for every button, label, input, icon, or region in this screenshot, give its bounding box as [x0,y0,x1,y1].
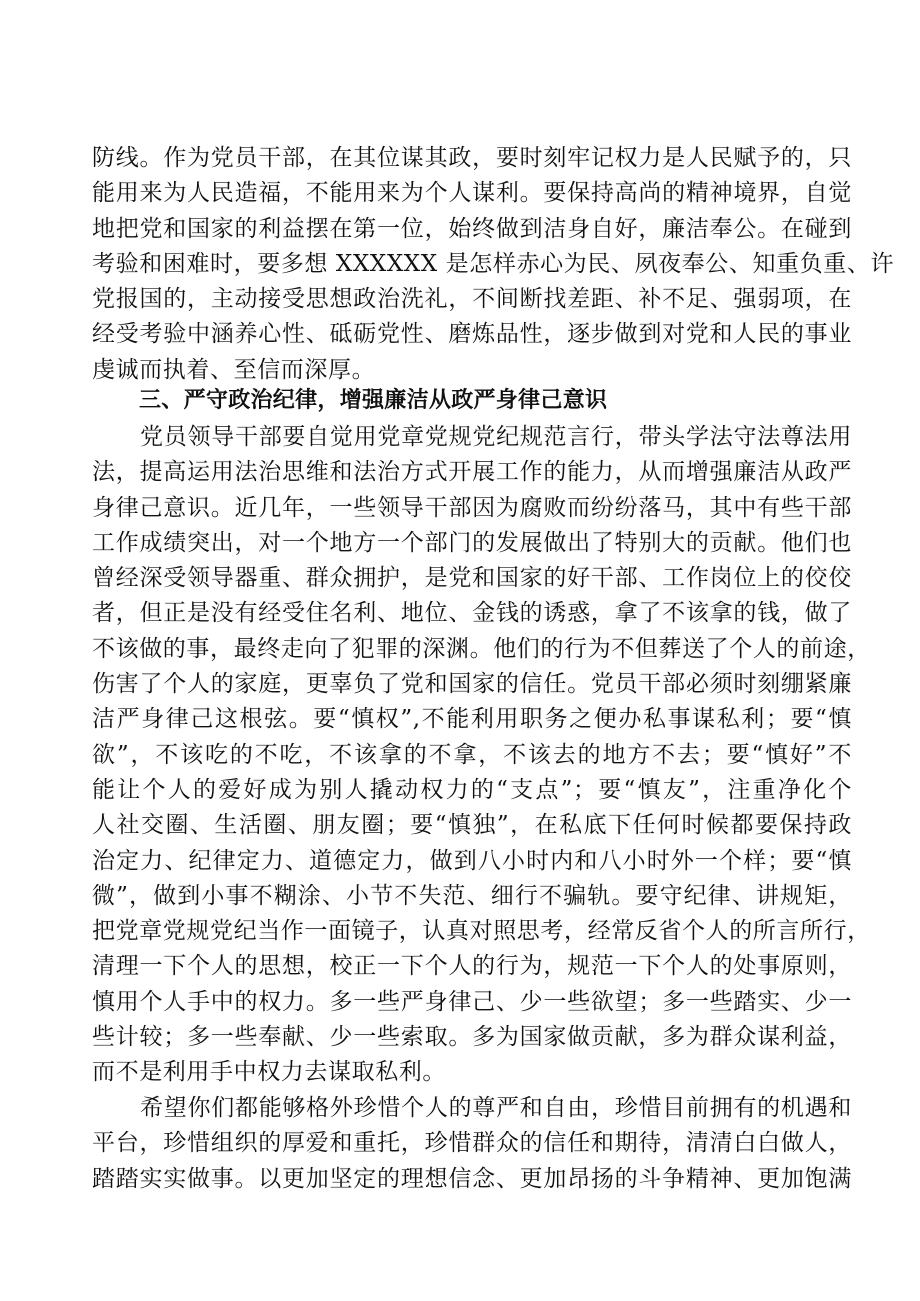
paragraph-line: 微”，做到小事不糊涂、小节不失范、细行不骗轨。要守纪律、讲规矩， [92,882,852,909]
paragraph-line: 能让个人的爱好成为别人撬动权力的“支点”；要“慎友”，注重净化个 [92,776,852,803]
paragraph-line: 希望你们都能够格外珍惜个人的尊严和自由，珍惜目前拥有的机遇和 [140,1095,852,1121]
paragraph-line: 踏踏实实做事。以更加坚定的理想信念、更加昂扬的斗争精神、更加饱满 [92,1165,852,1192]
paragraph-line: 党报国的，主动接受思想政治洗礼，不间断找差距、补不足、强弱项，在 [92,286,852,313]
paragraph-line: 党员领导干部要自觉用党章党规党纪规范言行，带头学法守法尊法用 [140,424,852,450]
paragraph-line: 些计较；多一些奉献、少一些索取。多为国家做贡献，多为群众谋利益， [92,1024,852,1051]
paragraph-line: 法，提高运用法治思维和法治方式开展工作的能力，从而增强廉洁从政严 [92,459,852,486]
paragraph-closing [92,1091,852,1197]
paragraph-continued [92,141,895,388]
paragraph-line: 人社交圈、生活圈、朋友圈；要“慎独”，在私底下任何时候都要保持政 [92,812,852,839]
paragraph-line: 洁严身律己这根弦。要“慎权”,不能利用职务之便办私事谋私利；要“慎 [92,706,852,733]
paragraph-line: 防线。作为党员干部，在其位谋其政，要时刻牢记权力是人民赋予的，只 [92,145,852,171]
paragraph-line: 平台，珍惜组织的厚爱和重托，珍惜群众的信任和期待，清清白白做人， [92,1130,852,1157]
paragraph-line: 曾经深受领导器重、群众拥护，是党和国家的好干部、工作岗位上的佼佼 [92,565,852,592]
section-heading: 三、严守政治纪律，增强廉洁从政严身律己意识 [139,388,608,413]
paragraph-line: 治定力、纪律定力、道德定力，做到八小时内和八小时外一个样；要“慎 [92,847,852,874]
paragraph-line: 而不是利用手中权力去谋取私利。 [92,1059,446,1086]
paragraph-line: 者，但正是没有经受住名利、地位、金钱的诱惑，拿了不该拿的钱，做了 [92,600,852,627]
paragraph-line: 伤害了个人的家庭，更辜负了党和国家的信任。党员干部必须时刻绷紧廉 [92,671,852,698]
paragraph-line: 工作成绩突出，对一个地方一个部门的发展做出了特别大的贡献。他们也 [92,529,852,556]
paragraph-line: 不该做的事，最终走向了犯罪的深渊。他们的行为不但葬送了个人的前途， [92,635,871,662]
paragraph-line: 清理一下个人的思想，校正一下个人的行为，规范一下个人的处事原则， [92,953,852,980]
paragraph-line: 身律己意识。近几年，一些领导干部因为腐败而纷纷落马，其中有些干部 [92,494,852,521]
paragraph-line: 虔诚而执着、至信而深厚。 [92,356,376,383]
paragraph-line: 把党章党规党纪当作一面镜子，认真对照思考，经常反省个人的所言所行， [92,918,871,945]
paragraph-line: 能用来为人民造福，不能用来为个人谋利。要保持高尚的精神境界，自觉 [92,180,852,207]
paragraph-line: 地把党和国家的利益摆在第一位，始终做到洁身自好，廉洁奉公。在碰到 [92,215,852,242]
paragraph-line: 欲”，不该吃的不吃，不该拿的不拿，不该去的地方不去；要“慎好”不 [92,741,852,768]
paragraph-discipline [92,420,871,1091]
paragraph-line: 考验和困难时，要多想 XXXXXX 是怎样赤心为民、夙夜奉公、知重负重、许 [92,250,895,277]
paragraph-line: 慎用个人手中的权力。多一些严身律己、少一些欲望；多一些踏实、少一 [92,988,852,1015]
paragraph-line: 经受考验中涵养心性、砥砺党性、磨炼品性，逐步做到对党和人民的事业 [92,321,852,348]
section-heading-block [92,382,852,420]
